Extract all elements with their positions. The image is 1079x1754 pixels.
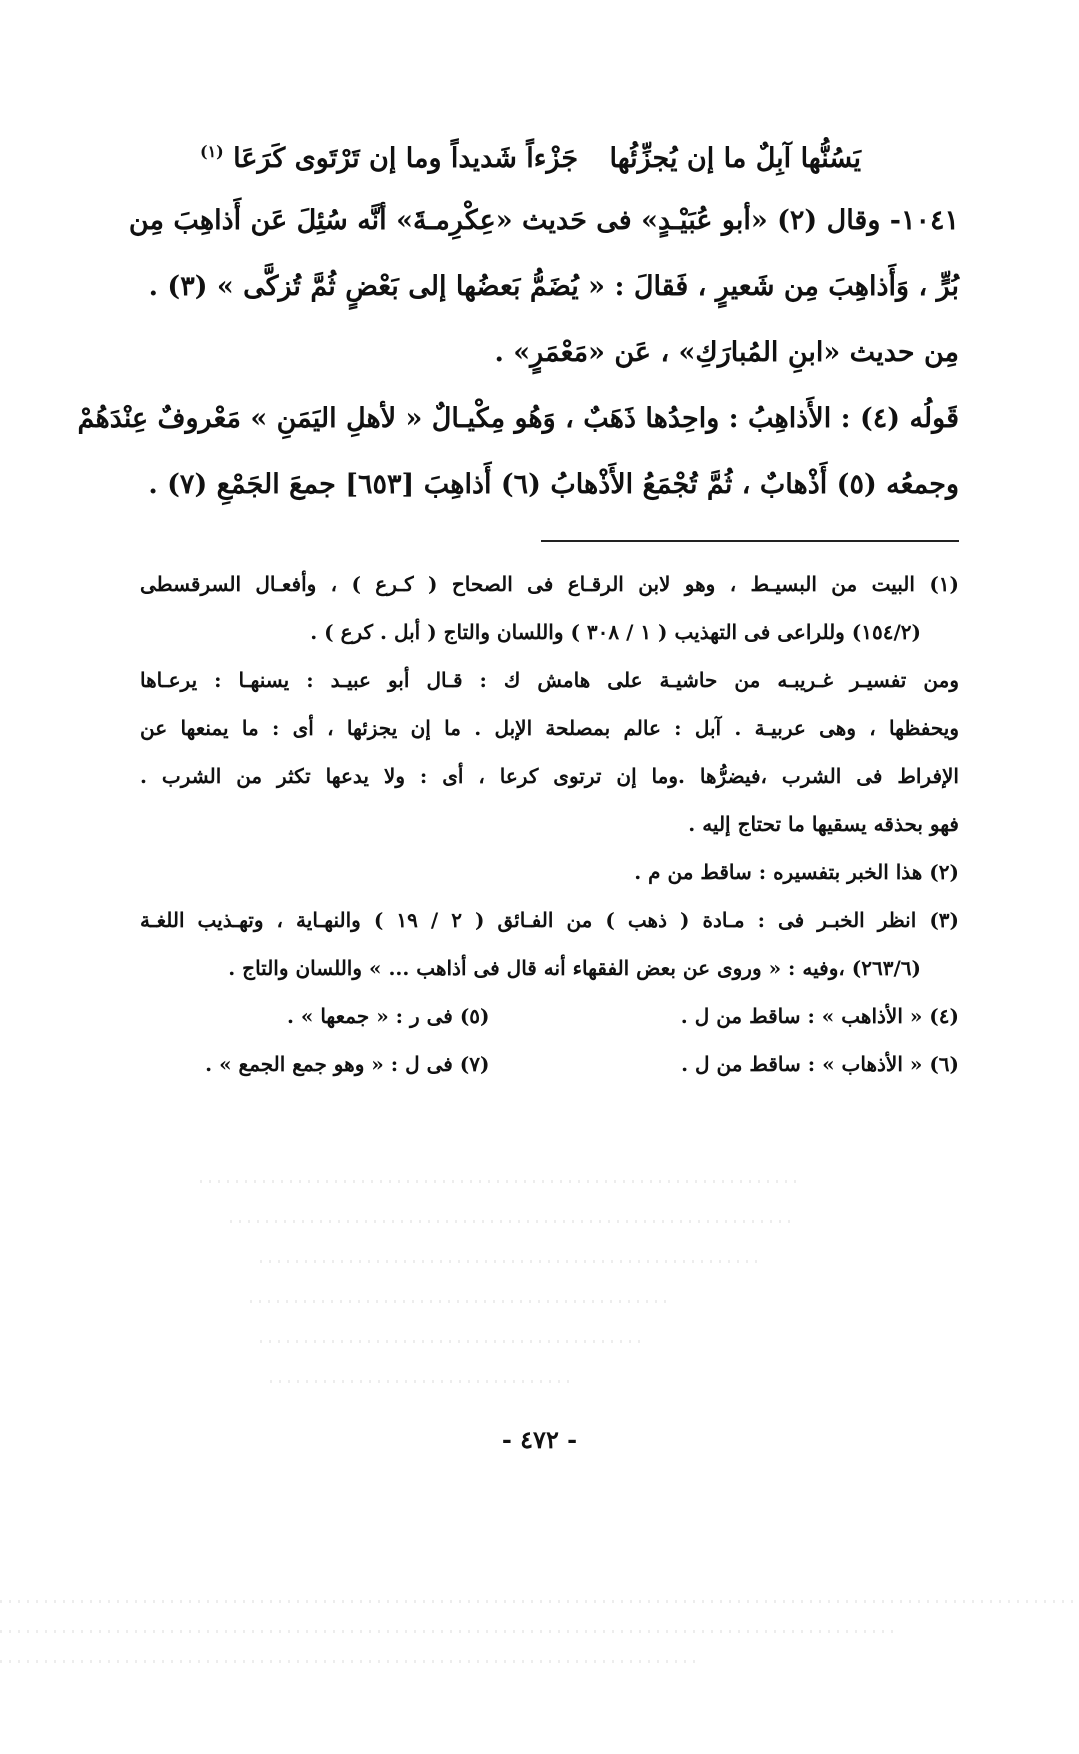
verse-right-hemistich: يَسُنُّها آبِلٌ ما إن يُجزِّئُها — [609, 142, 861, 174]
footnote-6: (٦) « الأذهاب » : ساقط من ل . — [681, 1052, 959, 1076]
footnote-1-line: ويحفظها ، وهى عربيـة . آبل : عالم بمصلحة الإبل . ما إن يجزئها ، أى : ما يمنعها عن — [140, 716, 959, 740]
verse-left-hemistich: جَزْءاً شَديداً وما إن تَرْتَوى كَرَعَا $^{(١)}$ — [200, 142, 579, 174]
poetry-verse — [200, 128, 861, 188]
scan-noise — [0, 1600, 1079, 1603]
footnote-1-line: ومن تفسيـر غـريبـه من حاشيـة على هامش ك : قـال أبو عبيـد : يسنهـا : يرعـاها — [140, 668, 959, 692]
bleed-through-mark — [270, 1380, 570, 1383]
footnote-4: (٤) « الأذاهب » : ساقط من ل . — [680, 1004, 959, 1028]
main-line: بُرٍّ ، وَأَذاهِبَ مِن شَعيرٍ ، فَقالَ : « يُضَمُّ بَعضُها إلى بَعْضٍ ثُمَّ تُزكَّى » (٣) . — [148, 271, 959, 302]
footnote-row — [140, 992, 959, 1040]
footnotes — [140, 560, 959, 1088]
footnote-7: (٧) فى ل : « وهو جمع الجمع » . — [205, 1052, 490, 1076]
main-line: وجمعُه (٥) أَذْهابٌ ، ثُمَّ تُجْمَعُ الأَذْهابُ (٦) أَذاهِبَ [٦٥٣] جمعَ الجَمْعِ (٧) . — [148, 469, 959, 500]
bleed-through-mark — [230, 1220, 790, 1223]
footnote-marker: (١) — [200, 142, 224, 161]
footnote-1-line: (١) البيت من البسيـط ، وهو لابن الرقـاع فى الصحاح ( كـرع ) ، وأفعـال السرقسطى — [140, 572, 959, 596]
main-line: ١٠٤١- وقال (٢) «أبو عُبَيْـدٍ» فى حَديث «عِكْرِمـةَ» أنَّه سُئِلَ عَن أَذاهِبَ مِن — [128, 205, 959, 236]
footnote-3-line: (٢٦٣/٦) ،وفيه : « وروى عن بعض الفقهاء أنه قال فى أذاهب ... » واللسان والتاج . — [228, 956, 921, 980]
bleed-through-mark — [200, 1180, 800, 1183]
footnote-1-line: (١٥٤/٢) وللراعى فى التهذيب ( ١ / ٣٠٨ ) واللسان والتاج ( أبل . كرع ) . — [310, 620, 921, 644]
footnote-1-line: فهو بحذقه يسقيها ما تحتاج إليه . — [688, 812, 959, 836]
footnote-row — [140, 1040, 959, 1088]
scan-noise — [0, 1660, 700, 1663]
footnote-2: (٢) هذا الخبر بتفسيره : ساقط من م . — [634, 860, 959, 884]
bleed-through-mark — [260, 1260, 760, 1263]
scan-noise — [0, 1630, 900, 1633]
bleed-through-mark — [250, 1300, 670, 1303]
bleed-through-mark — [260, 1340, 640, 1343]
main-line: قَولُه (٤) : الأَذاهِبُ : واحِدُها ذَهَبٌ ، وَهُو مِكْيـالٌ « لأهلِ اليَمَنِ » مَعْروفٌ عِنْدَهُمْ — [77, 403, 959, 434]
footnote-1-line: الإفراط فى الشرب ،فيضرُّها .وما إن ترتوى كرعا ، أى : ولا يدعها تكثر من الشرب . — [140, 764, 959, 788]
footnote-3-line: (٣) انظر الخبـر فى : مـادة ( ذهب ) من الفـائق ( ٢ / ١٩ ) والنهـاية ، وتهـذيب اللغـة — [140, 908, 960, 932]
page-number: - ٤٧٢ - — [501, 1425, 578, 1454]
main-line: مِن حديث «ابنِ المُبارَكِ» ، عَن «مَعْمَرٍ» . — [494, 337, 959, 368]
footnote-5: (٥) فى ر : « جمعها » . — [286, 1004, 490, 1028]
main-text — [77, 188, 959, 518]
footnote-divider — [541, 540, 959, 542]
